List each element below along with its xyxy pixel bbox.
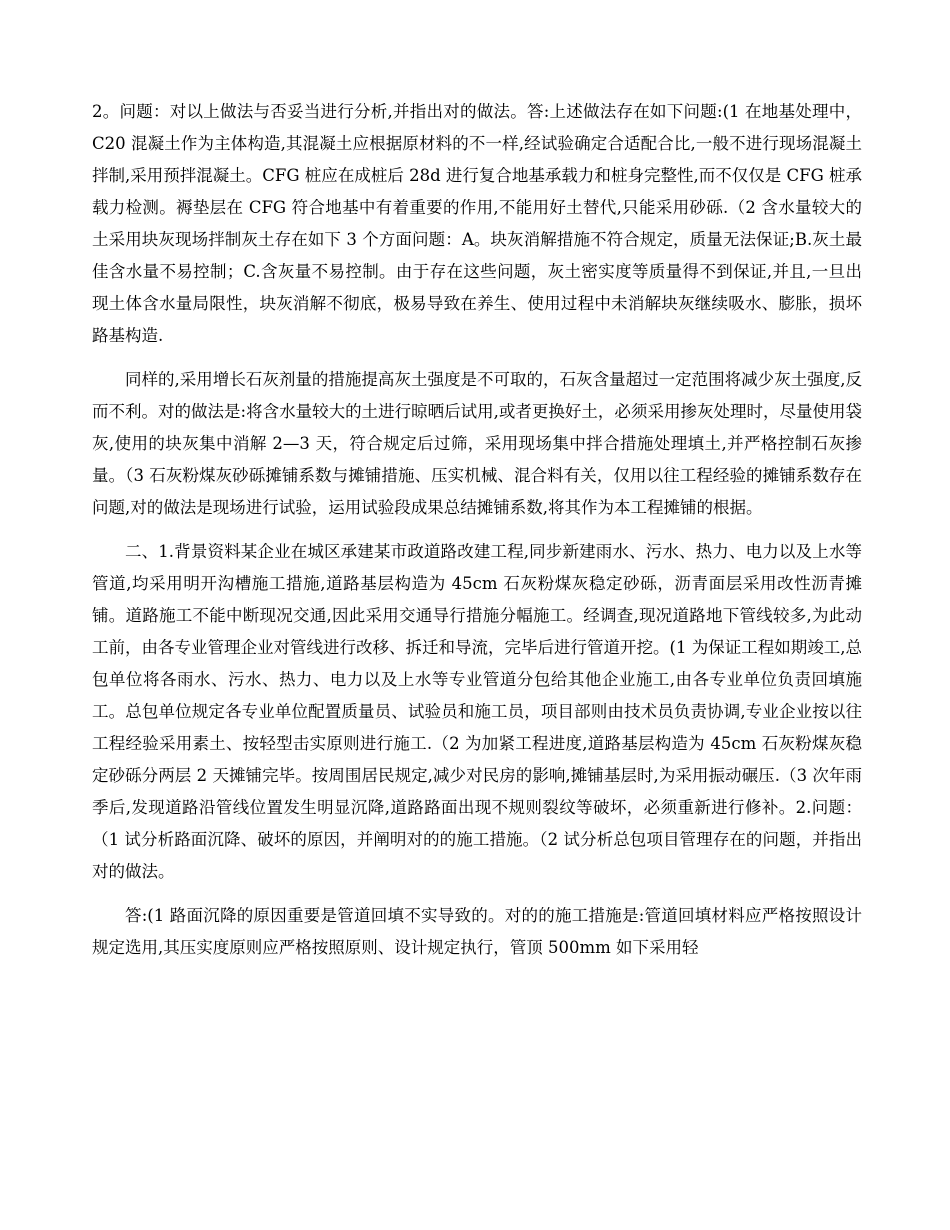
paragraph-lime-content: 同样的,采用增长石灰剂量的措施提高灰土强度是不可取的，石灰含量超过一定范围将减少灰土强度,反而不利。对的做法是:将含水量较大的土进行晾晒后试用,或者更换好土，必须采用掺灰处理时，尽量使用袋灰,使用的块灰集中消解 2—3 天，符合规定后过筛，采用现场集中拌合措施处理填土,并严格控制石灰掺量。（3 石灰粉煤灰砂砾摊铺系数与摊铺措施、压实机械、混合料有关，仅用以往工程经验的摊铺系数存在问题,对的做法是现场进行试验，运用试验段成果总结摊铺系数,将其作为本工程摊铺的根据。 — [92, 370, 862, 517]
paragraph-background-case-two: 二、1.背景资料某企业在城区承建某市政道路改建工程,同步新建雨水、污水、热力、电力以及上水等管道,均采用明开沟槽施工措施,道路基层构造为 45cm 石灰粉煤灰稳定砂砾，沥青面层采用改性沥青摊铺。道路施工不能中断现况交通,因此采用交通导行措施分幅施工。经调查,现况道路地下管线较多,为此动工前，由各专业管理企业对管线进行改移、拆迁和导流，完毕后进行管道开挖。(1 为保证工程如期竣工,总包单位将各雨水、污水、热力、电力以及上水等专业管道分包给其他企业施工,由各专业单位负责回填施工。总包单位规定各专业单位配置质量员、试验员和施工员，项目部则由技术员负责协调,专业企业按以往工程经验采用素土、按轻型击实原则进行施工.（2 为加紧工程进度,道路基层构造为 45cm 石灰粉煤灰稳定砂砾分两层 2 天摊铺完毕。按周围居民规定,减少对民房的影响,摊铺基层时,为采用振动碾压.（3 次年雨季后,发现道路沿管线位置发生明显沉降,道路路面出现不规则裂纹等破坏，必须重新进行修补。2.问题：（1 试分析路面沉降、破坏的原因，并阐明对的的施工措施。（2 试分析总包项目管理存在的问题，并指出对的做法。 — [92, 542, 862, 881]
document-body — [92, 96, 862, 976]
paragraph-answer-settlement: 答:(1 路面沉降的原因重要是管道回填不实导致的。对的的施工措施是:管道回填材料应严格按照设计规定选用,其压实度原则应严格按照原则、设计规定执行，管顶 500mm 如下采用轻 — [92, 906, 862, 957]
paragraph-question-answer: 2。问题：对以上做法与否妥当进行分析,并指出对的做法。答:上述做法存在如下问题:(1 在地基处理中，C20 混凝土作为主体构造,其混凝土应根据原材料的不一样,经试验确定合适配合比,一般不进行现场混凝土拌制,采用预拌混凝土。CFG 桩应在成桩后 28d 进行复合地基承载力和桩身完整性,而不仅仅是 CFG 桩承载力检测。褥垫层在 CFG 符合地基中有着重要的作用,不能用好土替代,只能采用砂砾.（2 含水量较大的土采用块灰现场拌制灰土存在如下 3 个方面问题：A。块灰消解措施不符合规定，质量无法保证;B.灰土最佳含水量不易控制；C.含灰量不易控制。由于存在这些问题，灰土密实度等质量得不到保证,并且,一旦出现土体含水量局限性，块灰消解不彻底，极易导致在养生、使用过程中未消解块灰继续吸水、膨胀，损坏路基构造. — [92, 102, 862, 345]
